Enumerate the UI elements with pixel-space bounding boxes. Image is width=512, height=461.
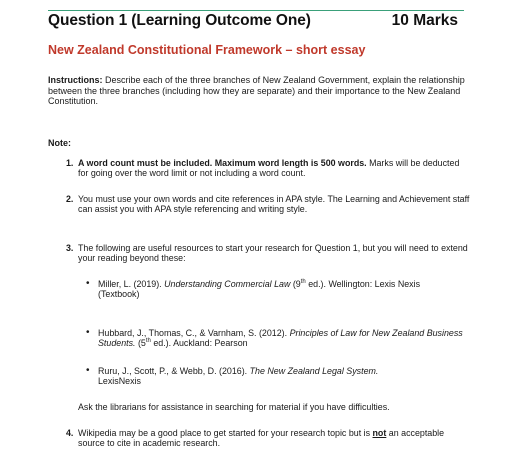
resource-edition-sup: th [300,279,306,286]
note-item-3 [66,243,470,264]
item-number: 3. [66,243,74,253]
resource-edition: (9 [290,279,301,289]
resource-note: (Textbook) [98,289,140,300]
resource-edition: (5 [135,338,146,349]
resource-publisher: ed.). Auckland: Pearson [150,338,248,349]
resource-item-1 [86,279,466,300]
question-header [48,12,464,32]
note-label: Note: [48,138,71,148]
resource-publisher: LexisNexis [98,376,141,387]
resource-item-3 [86,366,466,387]
item-4-text-after: an acceptable source to cite in academic research. [78,428,445,449]
note-item-2 [66,194,470,215]
question-title: Question 1 (Learning Outcome One) [48,12,311,29]
question-marks: 10 Marks [391,12,458,29]
ask-librarians-text: Ask the librarians for assistance in searching for material if you have difficulties. [78,402,390,412]
item-number: 4. [66,428,74,438]
resource-publisher: ed.). Wellington: Lexis Nexis [305,279,421,289]
bullet-icon: • [86,278,90,289]
item-1-bold: A word count must be included. Maximum word length is 500 words. [78,158,367,168]
top-rule [48,10,464,11]
resource-author: Ruru, J., Scott, P., & Webb, D. (2016). [98,366,250,376]
note-item-1 [66,158,470,179]
resource-title: Understanding Commercial Law [164,279,291,289]
resource-item-2 [86,328,466,349]
item-1-text: Marks will be deducted for going over the word limit or not including a word count. [78,158,460,179]
bullet-icon: • [86,327,90,338]
bullet-icon: • [86,365,90,376]
resource-author: Hubbard, J., Thomas, C., & Varnham, S. (2012). [98,328,290,338]
resource-title: Principles of Law for New Zealand Business Students. [98,328,463,349]
essay-subtitle: New Zealand Constitutional Framework – short essay [48,43,366,57]
item-4-underlined: not [372,428,387,438]
instructions-label: Instructions: [48,75,103,85]
instructions-paragraph [48,75,468,107]
instructions-text: Describe each of the three branches of New Zealand Government, explain the relationship between the three branches (including how they are separate) and their importance to the New Zealand Constitution. [48,75,465,106]
item-number: 1. [66,158,74,168]
resource-edition-sup: th [145,338,151,345]
item-2-text: You must use your own words and cite references in APA style. The Learning and Achievement staff can assist you with APA style referencing and writing style. [78,194,470,215]
item-3-text: The following are useful resources to start your research for Question 1, but you will need to extend your reading beyond these: [78,243,468,264]
resource-author: Miller, L. (2019). [98,279,165,289]
resource-title: The New Zealand Legal System. [249,366,379,376]
item-number: 2. [66,194,74,204]
note-item-4 [66,428,470,449]
item-4-text-before: Wikipedia may be a good place to get started for your research topic but is [78,428,373,438]
